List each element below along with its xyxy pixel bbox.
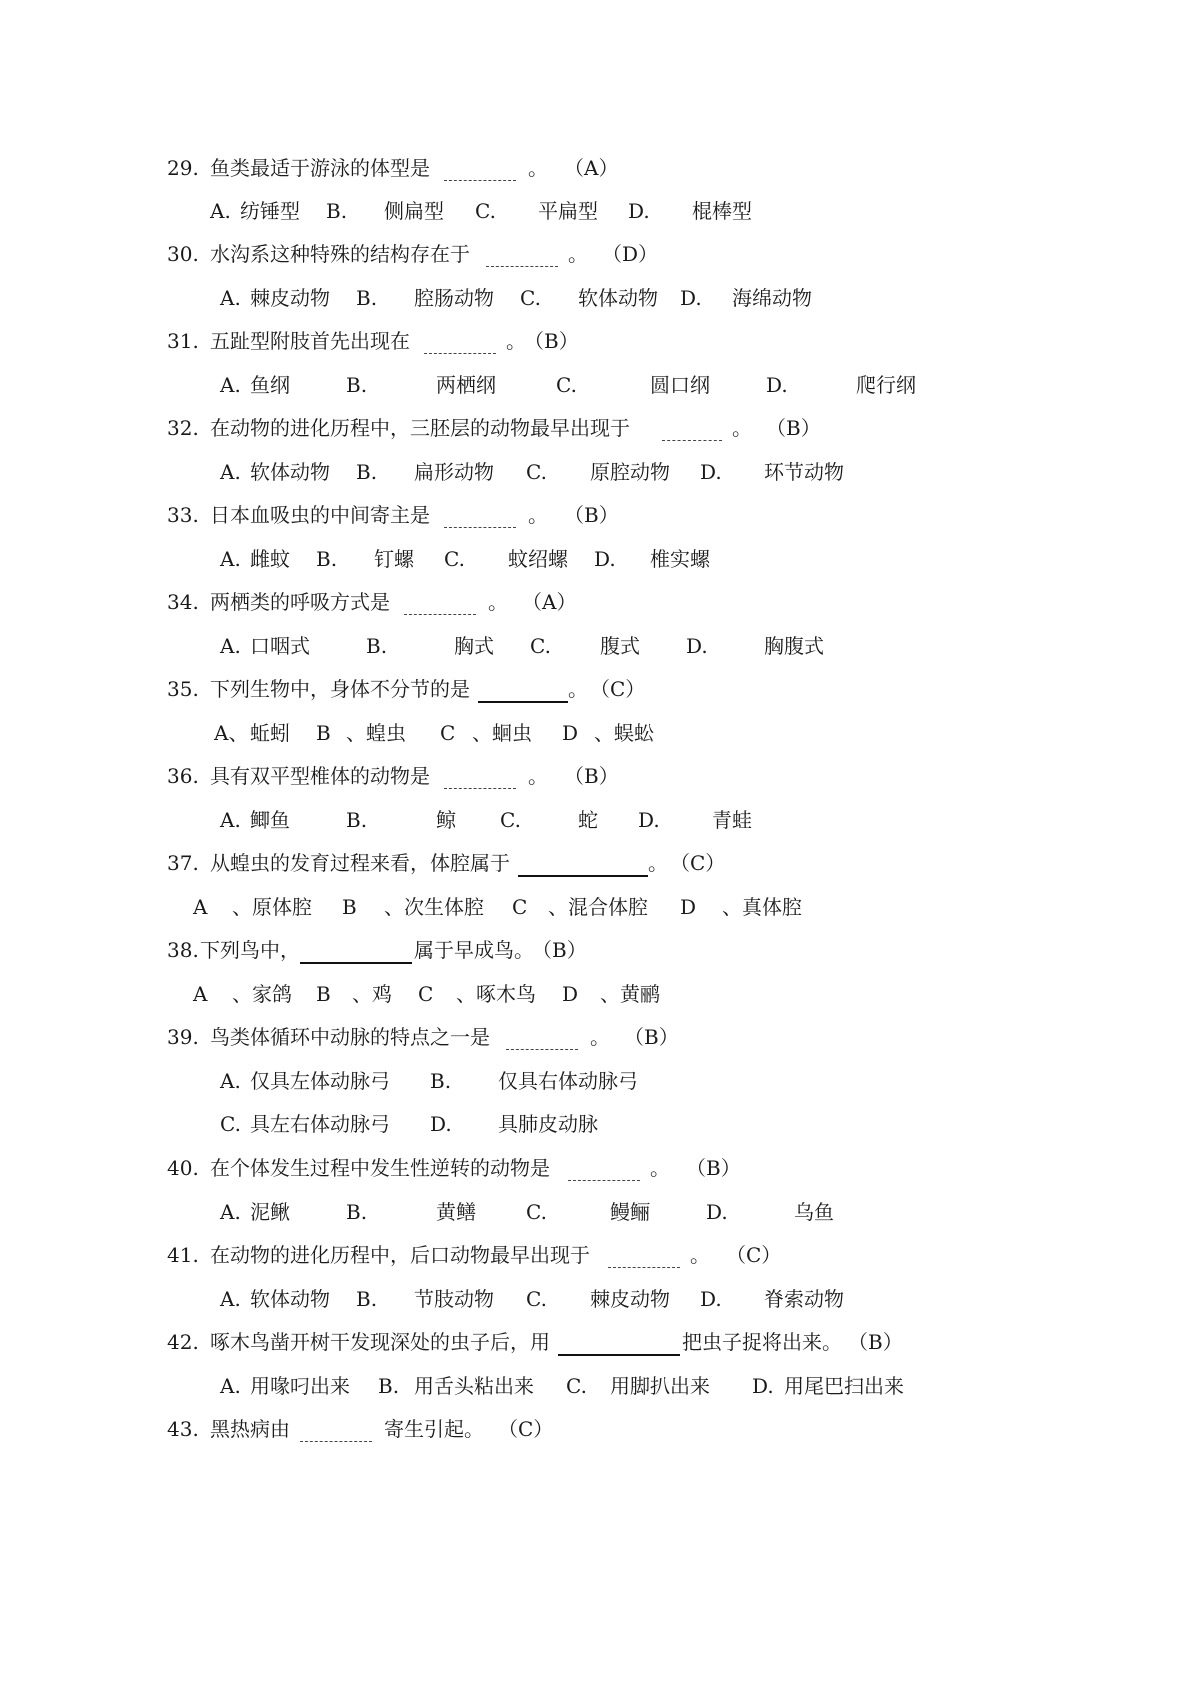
question-29 [0, 150, 1191, 186]
question-number: 41. [167, 1243, 199, 1267]
question-number: 42. [167, 1330, 199, 1354]
option-letter: A [193, 895, 208, 919]
question-number: 40. [167, 1156, 199, 1180]
answer-key: （B） [524, 329, 579, 353]
option-letter: D. [628, 199, 650, 223]
option-text: 黄鳝 [436, 1200, 476, 1224]
answer-blank [444, 156, 516, 181]
answer-blank [404, 590, 476, 615]
answer-blank [424, 329, 496, 354]
option-letter: A. [220, 547, 241, 571]
question-38 [0, 932, 1191, 968]
options-29 [0, 193, 1191, 229]
question-stem: 在个体发生过程中发生性逆转的动物是 [210, 1156, 550, 1180]
options-37 [0, 889, 1191, 925]
question-stem: 具有双平型椎体的动物是 [210, 764, 430, 788]
option-text: 海绵动物 [732, 286, 812, 310]
options-36 [0, 802, 1191, 838]
option-text: 、啄木鸟 [456, 982, 536, 1006]
option-text: 腔肠动物 [414, 286, 494, 310]
answer-blank [486, 242, 558, 267]
option-letter: C. [526, 1287, 547, 1311]
option-letter: C. [530, 634, 551, 658]
option-letter: B. [366, 634, 388, 658]
question-stem: 两栖类的呼吸方式是 [210, 590, 390, 614]
option-text: 青蛙 [712, 808, 752, 832]
option-text: 雌蚊 [250, 547, 290, 571]
option-letter: B. [326, 199, 348, 223]
option-letter: B [316, 721, 331, 745]
option-text: 胸腹式 [764, 634, 824, 658]
question-number: 37. [167, 851, 199, 875]
option-text: 爬行纲 [856, 373, 916, 397]
option-text: 、鸡 [352, 982, 392, 1006]
question-32 [0, 410, 1191, 446]
option-text: 乌鱼 [794, 1200, 834, 1224]
option-letter: A. [220, 460, 241, 484]
answer-key: （B） [624, 1025, 679, 1049]
option-letter: C. [556, 373, 577, 397]
answer-blank [300, 1417, 372, 1442]
option-text: 仅具左体动脉弓 [250, 1069, 390, 1093]
question-end: 。 [590, 1025, 610, 1049]
answer-blank [568, 1156, 640, 1181]
answer-key: （B） [532, 938, 587, 962]
option-letter: B. [346, 808, 368, 832]
option-text: 椎实螺 [650, 547, 710, 571]
question-end: 寄生引起。 [384, 1417, 484, 1441]
answer-blank [558, 1330, 680, 1356]
option-letter: D [680, 895, 697, 919]
answer-key: （B） [564, 764, 619, 788]
answer-key: （B） [848, 1330, 903, 1354]
option-letter: D. [594, 547, 616, 571]
option-text: 鲸 [436, 808, 456, 832]
option-letter: D [562, 982, 579, 1006]
option-text: 、家鸽 [232, 982, 292, 1006]
option-letter: B. [378, 1374, 400, 1398]
question-stem: 从蝗虫的发育过程来看，体腔属于 [210, 851, 510, 875]
question-end: 。 [528, 156, 548, 180]
question-number: 43. [167, 1417, 199, 1441]
option-letter: B. [430, 1069, 452, 1093]
option-text: 环节动物 [764, 460, 844, 484]
answer-key: （B） [686, 1156, 741, 1180]
option-letter: B. [346, 1200, 368, 1224]
option-text: 仅具右体动脉弓 [498, 1069, 638, 1093]
option-letter: C [440, 721, 456, 745]
option-text: 、蜈蚣 [594, 721, 654, 745]
question-stem: 日本血吸虫的中间寄主是 [210, 503, 430, 527]
option-letter: A、 [214, 721, 249, 745]
question-number: 34. [167, 590, 199, 614]
option-text: 蚯蚓 [250, 721, 290, 745]
question-33 [0, 497, 1191, 533]
option-letter: A. [220, 1200, 241, 1224]
question-number: 35. [167, 677, 199, 701]
option-text: 蛇 [578, 808, 598, 832]
answer-blank [662, 416, 722, 441]
question-end: 。 [506, 329, 526, 353]
answer-blank [478, 677, 568, 703]
answer-blank [608, 1243, 680, 1268]
question-41 [0, 1237, 1191, 1273]
question-number: 39. [167, 1025, 199, 1049]
question-end: 。 [732, 416, 752, 440]
option-letter: B [342, 895, 357, 919]
option-letter: D. [752, 1374, 774, 1398]
option-text: 圆口纲 [650, 373, 710, 397]
option-text: 软体动物 [578, 286, 658, 310]
option-letter: D. [430, 1112, 452, 1136]
question-end: 。 [568, 242, 588, 266]
question-number: 33. [167, 503, 199, 527]
answer-blank [444, 503, 516, 528]
option-letter: B [316, 982, 331, 1006]
option-letter: D. [686, 634, 708, 658]
options-35 [0, 715, 1191, 751]
option-text: 棘皮动物 [250, 286, 330, 310]
answer-key: （B） [564, 503, 619, 527]
option-text: 、蛔虫 [472, 721, 532, 745]
question-number: 30. [167, 242, 199, 266]
question-43 [0, 1411, 1191, 1447]
option-letter: A. [220, 1287, 241, 1311]
option-text: 鱼纲 [250, 373, 290, 397]
answer-key: （A） [522, 590, 577, 614]
answer-blank [444, 764, 516, 789]
option-letter: C. [520, 286, 541, 310]
option-letter: C. [220, 1112, 241, 1136]
option-letter: D. [700, 1287, 722, 1311]
option-letter: A. [220, 286, 241, 310]
answer-blank [518, 851, 648, 877]
options-30 [0, 280, 1191, 316]
options-40 [0, 1194, 1191, 1230]
option-letter: A. [220, 1069, 241, 1093]
question-stem: 下列生物中，身体不分节的是 [210, 677, 470, 701]
option-letter: A. [220, 373, 241, 397]
option-text: 口咽式 [250, 634, 310, 658]
option-letter: C. [526, 460, 547, 484]
question-31 [0, 323, 1191, 359]
option-text: 、次生体腔 [384, 895, 484, 919]
question-stem: 下列鸟中， [200, 938, 300, 962]
option-text: 具左右体动脉弓 [250, 1112, 390, 1136]
option-text: 软体动物 [250, 460, 330, 484]
option-text: 棘皮动物 [590, 1287, 670, 1311]
answer-key: （C） [498, 1417, 554, 1441]
question-end: 。 [488, 590, 508, 614]
option-letter: C. [500, 808, 521, 832]
option-letter: D. [638, 808, 660, 832]
question-end: 属于早成鸟。 [414, 938, 534, 962]
question-40 [0, 1150, 1191, 1186]
option-letter: A [193, 982, 208, 1006]
options-42 [0, 1368, 1191, 1404]
question-stem: 鱼类最适于游泳的体型是 [210, 156, 430, 180]
question-end: 。 [648, 851, 668, 875]
option-text: 蚊绍螺 [508, 547, 568, 571]
option-text: 纺锤型 [240, 199, 300, 223]
question-stem: 啄木鸟凿开树干发现深处的虫子后，用 [210, 1330, 550, 1354]
option-text: 扁形动物 [414, 460, 494, 484]
option-text: 胸式 [454, 634, 494, 658]
option-text: 节肢动物 [414, 1287, 494, 1311]
option-letter: A. [220, 1374, 241, 1398]
options-39a [0, 1063, 1191, 1099]
option-text: 平扁型 [538, 199, 598, 223]
option-letter: C. [566, 1374, 587, 1398]
option-letter: A. [220, 808, 241, 832]
answer-key: （A） [564, 156, 619, 180]
question-end: 。 [690, 1243, 710, 1267]
options-39b [0, 1106, 1191, 1142]
option-letter: A. [220, 634, 241, 658]
question-stem: 黑热病由 [210, 1417, 290, 1441]
question-30 [0, 236, 1191, 272]
question-number: 29. [167, 156, 199, 180]
answer-key: （B） [766, 416, 821, 440]
options-32 [0, 454, 1191, 490]
question-number: 31. [167, 329, 199, 353]
options-38 [0, 976, 1191, 1012]
question-stem: 鸟类体循环中动脉的特点之一是 [210, 1025, 490, 1049]
option-letter: C [512, 895, 528, 919]
option-text: 用喙叼出来 [250, 1374, 350, 1398]
answer-blank [300, 938, 412, 964]
options-33 [0, 541, 1191, 577]
question-36 [0, 758, 1191, 794]
question-34 [0, 584, 1191, 620]
option-text: 两栖纲 [436, 373, 496, 397]
option-letter: C. [444, 547, 465, 571]
question-35 [0, 671, 1191, 707]
question-stem: 在动物的进化历程中，三胚层的动物最早出现于 [210, 416, 630, 440]
options-31 [0, 367, 1191, 403]
option-letter: C. [526, 1200, 547, 1224]
answer-blank [506, 1025, 578, 1050]
option-letter: C [418, 982, 434, 1006]
question-end: 把虫子捉将出来。 [682, 1330, 842, 1354]
option-text: 棍棒型 [692, 199, 752, 223]
option-letter: D. [766, 373, 788, 397]
option-text: 鳗鲡 [610, 1200, 650, 1224]
option-letter: D. [680, 286, 702, 310]
question-stem: 在动物的进化历程中，后口动物最早出现于 [210, 1243, 590, 1267]
question-number: 38. [167, 938, 199, 962]
option-text: 钉螺 [374, 547, 414, 571]
question-end: 。 [528, 764, 548, 788]
option-text: 、原体腔 [232, 895, 312, 919]
answer-key: （C） [590, 677, 646, 701]
question-39 [0, 1019, 1191, 1055]
option-text: 用舌头粘出来 [414, 1374, 534, 1398]
option-text: 侧扁型 [384, 199, 444, 223]
answer-key: （C） [726, 1243, 782, 1267]
option-letter: D. [700, 460, 722, 484]
answer-key: （D） [602, 242, 659, 266]
option-letter: B. [346, 373, 368, 397]
option-letter: B. [356, 460, 378, 484]
option-letter: B. [316, 547, 338, 571]
question-end: 。 [528, 503, 548, 527]
option-text: 腹式 [600, 634, 640, 658]
question-number: 32. [167, 416, 199, 440]
question-42 [0, 1324, 1191, 1360]
options-34 [0, 628, 1191, 664]
options-41 [0, 1281, 1191, 1317]
option-text: 用尾巴扫出来 [784, 1374, 904, 1398]
question-end: 。 [568, 677, 588, 701]
option-letter: D [562, 721, 579, 745]
option-text: 泥鳅 [250, 1200, 290, 1224]
option-text: 具肺皮动脉 [498, 1112, 598, 1136]
option-letter: A. [210, 199, 231, 223]
option-letter: B. [356, 1287, 378, 1311]
question-stem: 水沟系这种特殊的结构存在于 [210, 242, 470, 266]
option-text: 软体动物 [250, 1287, 330, 1311]
option-text: 、蝗虫 [346, 721, 406, 745]
option-letter: B. [356, 286, 378, 310]
answer-key: （C） [670, 851, 726, 875]
option-text: 鲫鱼 [250, 808, 290, 832]
option-text: 原腔动物 [590, 460, 670, 484]
option-letter: D. [706, 1200, 728, 1224]
question-end: 。 [650, 1156, 670, 1180]
question-stem: 五趾型附肢首先出现在 [210, 329, 410, 353]
option-letter: C. [475, 199, 496, 223]
option-text: 脊索动物 [764, 1287, 844, 1311]
question-37 [0, 845, 1191, 881]
option-text: 、黄鹂 [600, 982, 660, 1006]
option-text: 、真体腔 [722, 895, 802, 919]
question-number: 36. [167, 764, 199, 788]
option-text: 用脚扒出来 [610, 1374, 710, 1398]
option-text: 、混合体腔 [548, 895, 648, 919]
